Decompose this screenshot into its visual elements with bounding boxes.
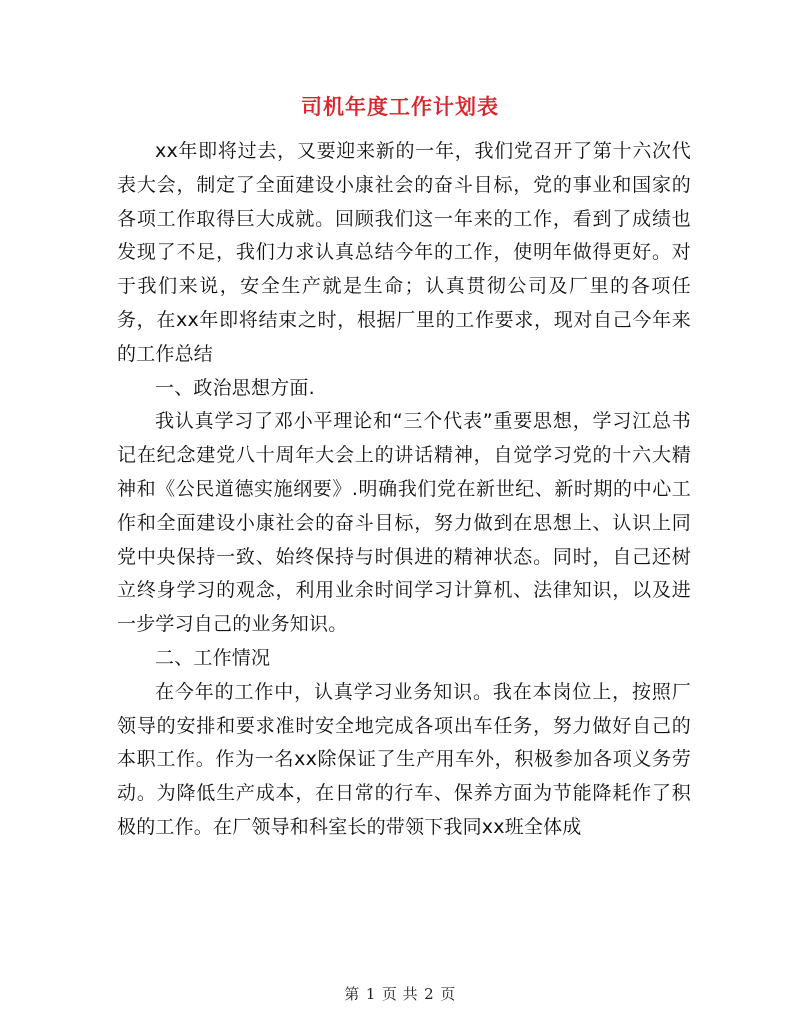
section-heading-politics: 一、政治思想方面. xyxy=(155,376,315,399)
page-total-number: 2 xyxy=(424,985,435,1003)
paragraph-politics: 我认真学习了邓小平理论和“三个代表”重要思想，学习江总书记在纪念建党八十周年大会上的讲话精神，自觉学习党的十六大精神和《公民道德实施纲要》.明确我们党在新世纪、新时期的中心工作和全面建设小康社会的奋斗目标，努力做到在思想上、认识上同党中央保持一致、始终保持与时俱进的精神状态。同时，自己还树立终身学习的观念，利用业余时间学习计算机、法律知识，以及进一步学习自己的业务知识。 xyxy=(117,410,691,636)
page-label-suffix: 页 xyxy=(440,985,456,1003)
section-heading-work: 二、工作情况 xyxy=(155,646,271,669)
paragraph-work: 在今年的工作中，认真学习业务知识。我在本岗位上，按照厂领导的安排和要求准时安全地完成各项出车任务，努力做好自己的本职工作。作为一名xx除保证了生产用车外，积极参加各项义务劳动。为降低生产成本，在日常的行车、保养方面为节能降耗作了积极的工作。在厂领导和科室长的带领下我同xx班全体成 xyxy=(117,680,691,838)
document-body xyxy=(117,135,691,845)
page-label-prefix: 第 xyxy=(344,985,360,1003)
page-footer xyxy=(0,983,800,1004)
page-label-mid: 页 共 xyxy=(381,985,419,1003)
page-current-number: 1 xyxy=(365,985,376,1003)
document-title: 司机年度工作计划表 xyxy=(301,95,499,119)
paragraph-intro: xx年即将过去，又要迎来新的一年，我们党召开了第十六次代表大会，制定了全面建设小康社会的奋斗目标，党的事业和国家的各项工作取得巨大成就。回顾我们这一年来的工作，看到了成绩也发现了不足，我们力求认真总结今年的工作，使明年做得更好。对于我们来说，安全生产就是生命；认真贯彻公司及厂里的各项任务，在xx年即将结束之时，根据厂里的工作要求，现对自己今年来的工作总结 xyxy=(117,140,691,365)
